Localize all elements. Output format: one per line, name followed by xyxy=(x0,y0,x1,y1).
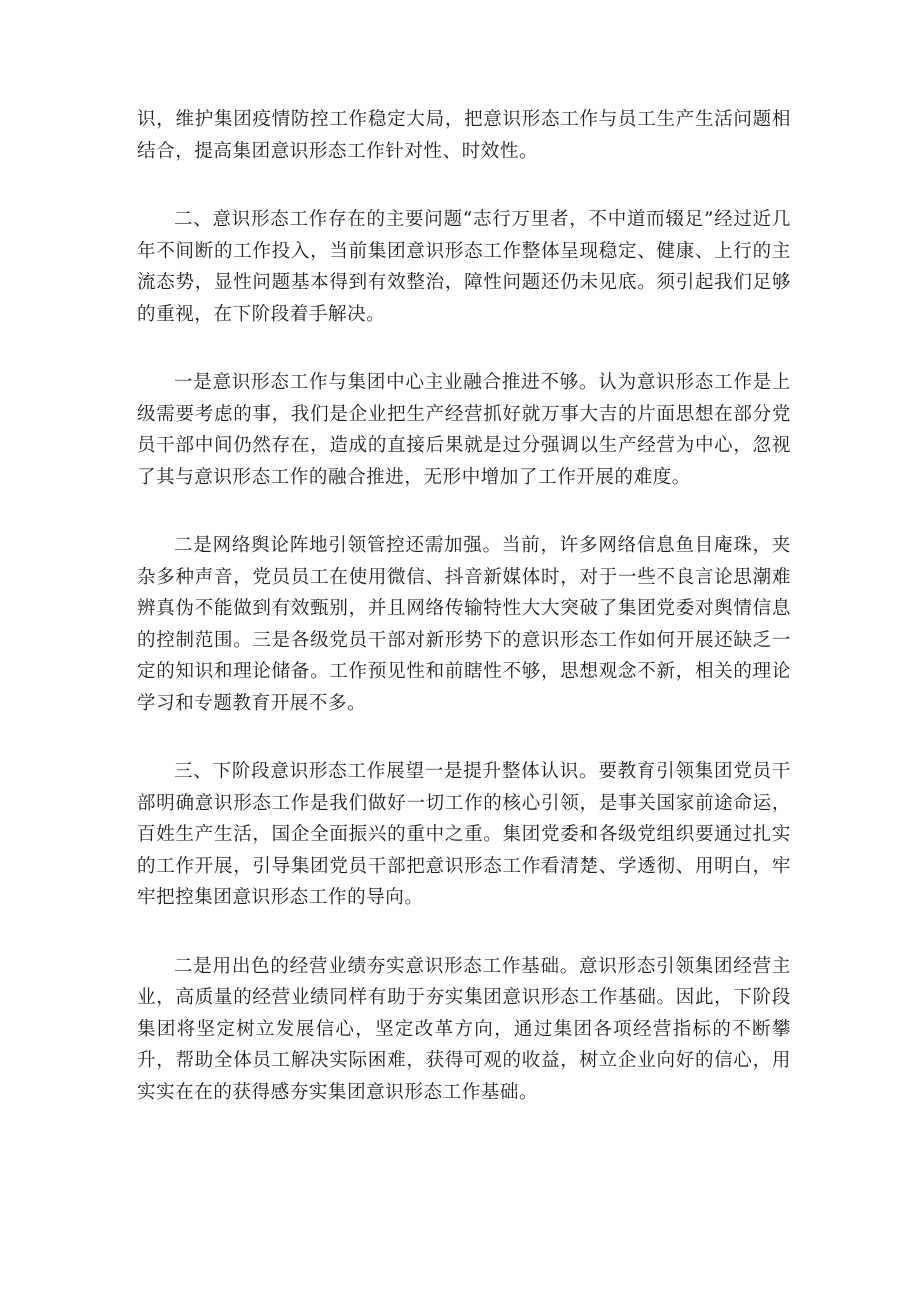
paragraph-gap xyxy=(137,719,791,756)
paragraph-outlook-two: 二是用出色的经营业绩夯实意识形态工作基础。意识形态引领集团经营主业，高质量的经营业绩同样有助于夯实集团意识形态工作基础。因此，下阶段集团将坚定树立发展信心，坚定改革方向，通过集团各项经营指标的不断攀升，帮助全体员工解决实际困难，获得可观的收益，树立企业向好的信心，用实实在在的获得感夯实集团意识形态工作基础。 xyxy=(137,955,791,1103)
paragraph-gap xyxy=(137,914,791,951)
paragraph-section-two-heading: 二、意识形态工作存在的主要问题“志行万里者，不中道而辍足”经过近几年不间断的工作投入，当前集团意识形态工作整体呈现稳定、健康、上行的主流态势，显性问题基本得到有效整治，障性问题还仍未见底。须引起我们足够的重视，在下阶段着手解决。 xyxy=(137,209,791,325)
paragraph-gap xyxy=(137,167,791,204)
paragraph-section-three-heading: 三、下阶段意识形态工作展望一是提升整体认识。要教育引领集团党员干部明确意识形态工作是我们做好一切工作的核心引领，是事关国家前途命运，百姓生产生活，国企全面振兴的重中之重。集团党委和各级党组织要通过扎实的工作开展，引导集团党员干部把意识形态工作看清楚、学透彻、用明白，牢牢把控集团意识形态工作的导向。 xyxy=(137,761,791,908)
paragraph-problem-one: 一是意识形态工作与集团中心主业融合推进不够。认为意识形态工作是上级需要考虑的事，我们是企业把生产经营抓好就万事大吉的片面思想在部分党员干部中间仍然存在，造成的直接后果就是过分强调以生产经营为中心，忽视了其与意识形态工作的融合推进，无形中增加了工作开展的难度。 xyxy=(137,372,791,488)
paragraph-gap xyxy=(137,330,791,367)
paragraph-problem-two-three: 二是网络舆论阵地引领管控还需加强。当前，许多网络信息鱼目庵珠，夹杂多种声音，党员员工在使用微信、抖音新媒体时，对于一些不良言论思潮难辨真伪不能做到有效甄别，并且网络传输特性大大突破了集团党委对舆情信息的控制范围。三是各级党员干部对新形势下的意识形态工作如何开展还缺乏一定的知识和理论储备。工作预见性和前瞎性不够，思想观念不新，相关的理论学习和专题教育开展不多。 xyxy=(137,535,791,714)
paragraph-continuation: 识，维护集团疫情防控工作稳定大局，把意识形态工作与员工生产生活问题相结合，提高集团意识形态工作针对性、时效性。 xyxy=(137,109,791,162)
paragraph-gap xyxy=(137,493,791,530)
document-body xyxy=(137,104,791,1108)
